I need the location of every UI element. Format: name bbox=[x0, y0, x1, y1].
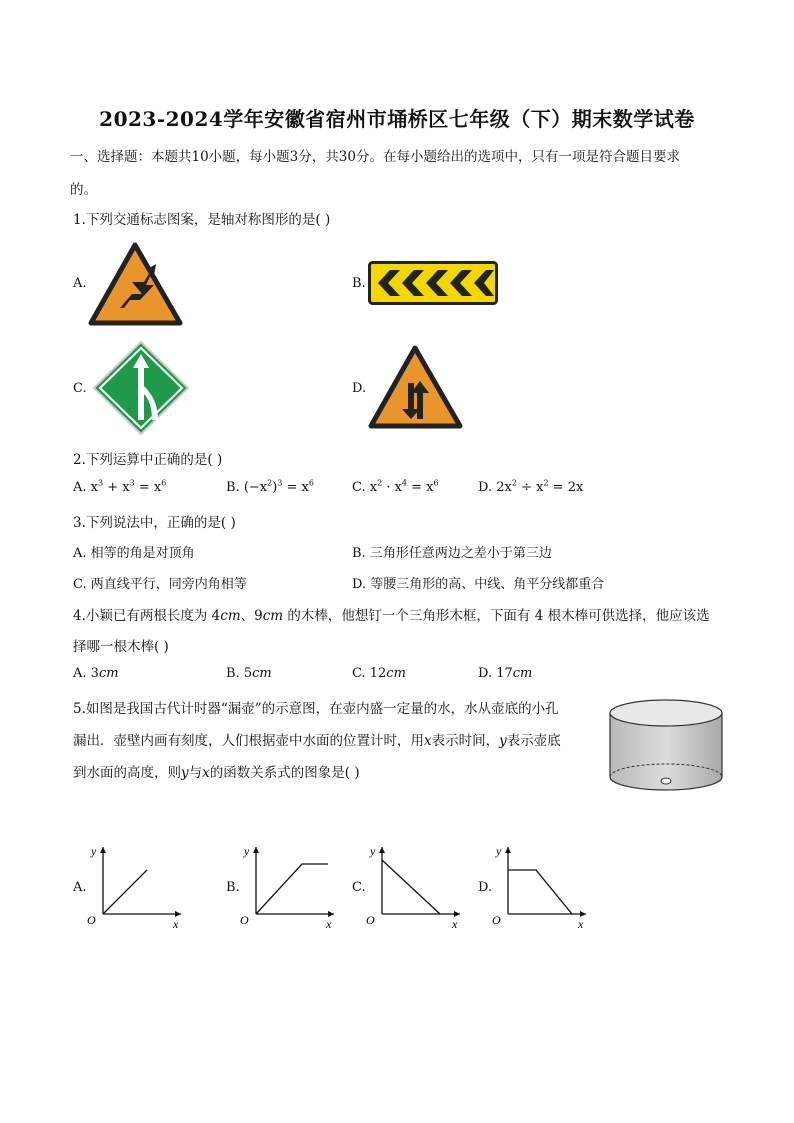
graph-d-line bbox=[508, 870, 572, 914]
q4-option-c: C. 12cm bbox=[352, 666, 406, 681]
y-axis-label: y bbox=[91, 844, 97, 858]
q5-graph-c-label: C. bbox=[352, 880, 366, 895]
merge-lane-sign-icon bbox=[92, 340, 190, 436]
q2-option-b: B. $(-x^2)^3 = x^6$ bbox=[226, 478, 314, 495]
q4-stem-line2: 择哪一根木棒( ) bbox=[73, 639, 169, 655]
q5-graph-b-label: B. bbox=[226, 880, 240, 895]
origin-label: O bbox=[366, 913, 375, 927]
q5-graph-d-label: D. bbox=[478, 880, 493, 895]
chevron-arrow-sign-icon bbox=[368, 261, 498, 305]
q5-graph-a bbox=[85, 842, 185, 932]
section-header-line1: 一、选择题：本题共10小题，每小题3分，共30分。在每小题给出的选项中，只有一项是符合题目要求 bbox=[70, 149, 680, 165]
section-header-line2: 的。 bbox=[70, 182, 97, 198]
water-clock-cylinder-figure bbox=[606, 697, 726, 793]
q5-graph-b bbox=[238, 842, 338, 932]
q1-option-c-label: C. bbox=[73, 381, 87, 396]
q4-option-b: B. 5cm bbox=[226, 666, 272, 681]
q5-stem-line2: 漏出．壶壁内画有刻度，人们根据壶中水面的位置计时，用x表示时间，y表示壶底 bbox=[73, 733, 561, 749]
y-axis-label: y bbox=[370, 844, 376, 858]
q5-graph-c bbox=[364, 842, 464, 932]
q4-option-d: D. 17cm bbox=[478, 666, 533, 681]
graph-c-line bbox=[382, 860, 440, 914]
exam-title: 2023-2024学年安徽省宿州市埇桥区七年级（下）期末数学试卷 bbox=[99, 107, 695, 131]
q3-stem: 3.下列说法中，正确的是( ) bbox=[73, 515, 236, 531]
q5-graph-d bbox=[490, 842, 590, 932]
x-axis-label: x bbox=[173, 917, 179, 931]
graph-a-line bbox=[103, 870, 147, 914]
origin-label: O bbox=[492, 913, 501, 927]
q3-option-a: A. 相等的角是对顶角 bbox=[73, 546, 195, 561]
q2-option-a: A. $x^3 + x^3 = x^6$ bbox=[73, 478, 167, 495]
q3-option-c: C. 两直线平行，同旁内角相等 bbox=[73, 577, 247, 592]
x-axis-label: x bbox=[578, 917, 584, 931]
q5-stem-line1: 5.如图是我国古代计时器“漏壶”的示意图，在壶内盛一定量的水，水从壶底的小孔 bbox=[73, 701, 559, 717]
q2-option-c: C. $x^2 \cdot x^4 = x^6$ bbox=[352, 478, 439, 495]
q3-option-d: D. 等腰三角形的高、中线、角平分线都重合 bbox=[352, 577, 605, 592]
x-axis-label: x bbox=[452, 917, 458, 931]
q3-option-b: B. 三角形任意两边之差小于第三边 bbox=[352, 546, 552, 561]
x-axis-label: x bbox=[326, 917, 332, 931]
q1-option-b-label: B. bbox=[352, 276, 366, 291]
origin-label: O bbox=[240, 913, 249, 927]
two-way-traffic-sign-icon bbox=[368, 345, 463, 429]
q1-stem: 1.下列交通标志图案，是轴对称图形的是( ) bbox=[73, 212, 331, 228]
y-axis-label: y bbox=[496, 844, 502, 858]
q2-stem: 2.下列运算中正确的是( ) bbox=[73, 452, 223, 468]
y-axis-label: y bbox=[244, 844, 250, 858]
origin-label: O bbox=[87, 913, 96, 927]
curve-warning-sign-icon bbox=[88, 242, 183, 326]
graph-b-line bbox=[256, 864, 328, 914]
q5-stem-line3: 到水面的高度，则y与x的函数关系式的图象是( ) bbox=[73, 765, 360, 781]
q1-option-d-label: D. bbox=[352, 381, 367, 396]
q4-stem-line1: 4.小颖已有两根长度为 4cm、9cm 的木棒，他想钉一个三角形木框，下面有 4 根木棒可供选择，他应该选 bbox=[73, 608, 710, 624]
q1-option-a-label: A. bbox=[73, 276, 87, 291]
q5-graph-a-label: A. bbox=[73, 880, 87, 895]
q4-option-a: A. 3cm bbox=[73, 666, 119, 681]
q2-option-d: D. $2x^2 \div x^2 = 2x$ bbox=[478, 478, 584, 495]
